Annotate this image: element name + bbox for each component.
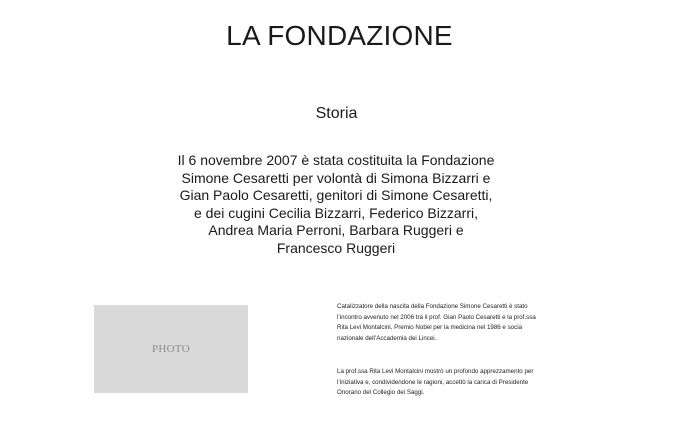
page-title: LA FONDAZIONE bbox=[226, 20, 453, 51]
section-heading: Storia bbox=[315, 105, 358, 122]
intro-paragraph: Il 6 novembre 2007 è stata costituita la Fondazione Simone Cesaretti per volontà di Simona Bizzarri e Gian Paolo Cesaretti, genitori di Simone Cesaretti, e dei cugini Cecilia Bizzarri, Federico Bizzarri, Andrea Maria Perroni, Barbara Ruggeri e Francesco Ruggeri bbox=[177, 152, 495, 256]
side-paragraph-2: La prof.ssa Rita Levi Montalcini mostrò un profondo apprezzamento per l’iniziativa e, condividendone le ragioni, accettò la carica di Presidente Onorario del Collegio dei Saggi. bbox=[337, 368, 534, 397]
photo-label: PHOTO bbox=[152, 343, 190, 355]
photo-placeholder bbox=[94, 305, 248, 393]
side-paragraph-1: Catalizzatore della nascita della Fondazione Simone Cesaretti è stato l’incontro avvenuto nel 2006 tra il prof. Gian Paolo Cesaretti e la prof.ssa Rita Levi Montalcini, Premio Nobel per la medicina nel 1986 e socia nazionale dell’Accademia dei Lincei. bbox=[337, 303, 536, 342]
